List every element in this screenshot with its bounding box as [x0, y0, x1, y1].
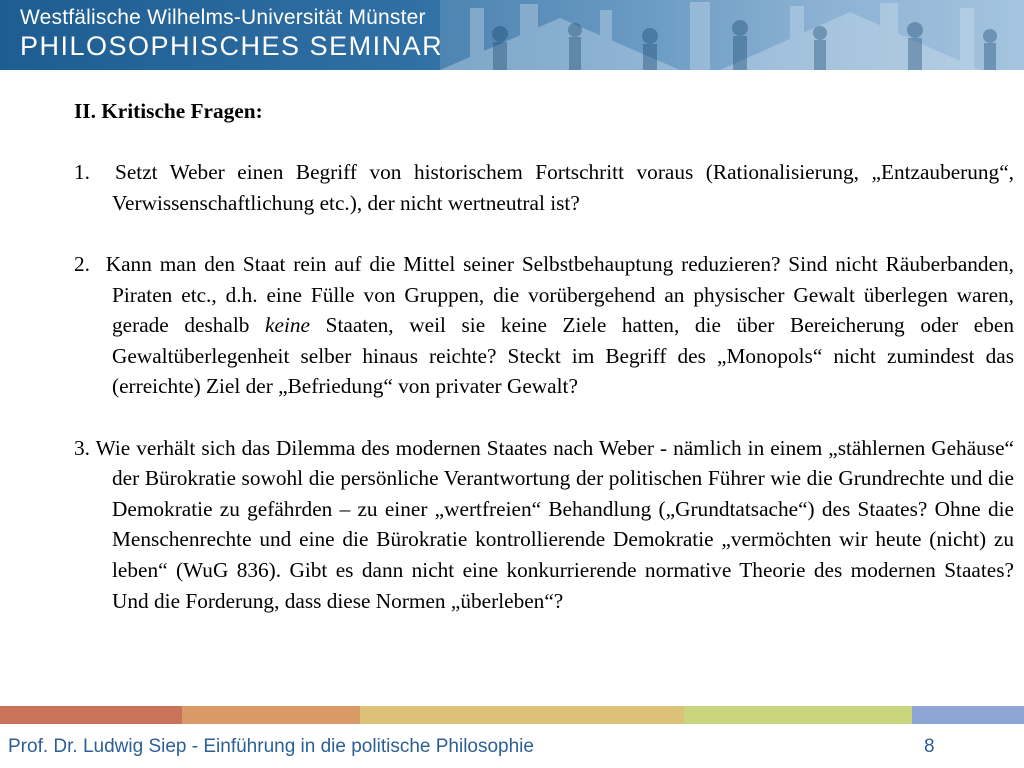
- question-text: Kann man den Staat rein auf die Mittel seiner Selbstbehauptung reduzieren? Sind nicht Räuberbanden, Piraten etc., d.h. eine Fülle von Gruppen, die vorübergehend an physischer Gewalt überlegen waren, gerade deshalb: [105, 251, 1014, 338]
- slide-heading: II. Kritische Fragen:: [74, 99, 263, 123]
- question-text: Wie verhält sich das Dilemma des modernen Staates nach Weber - nämlich in einem „stählernen Gehäuse“ der Bürokratie sowohl die persönliche Verantwortung der politischen Führer wie die Grundrechte und die Demokratie zu gefährden – zu einer „wertfreien“ Behandlung („Grundtatsache“) des Staates? Ohne die Menschenrechte und eine die Bürokratie kontrollierende Demokratie „vermöchten wir heute (nicht) zu leben“ (WuG 836). Gibt es dann nicht eine konkurrierende normative Theorie des modernen Staates? Und die Forderung, dass diese Normen „überleben“?: [95, 435, 1014, 613]
- header-banner: [0, 0, 1024, 70]
- footer-color-bar: [0, 706, 1024, 724]
- color-segment: [182, 706, 360, 724]
- emphasis-text: keine: [265, 313, 310, 338]
- seminar-name: PHILOSOPHISCHES SEMINAR: [20, 31, 444, 61]
- color-segment: [912, 706, 1024, 724]
- question-number: 2.: [74, 251, 90, 276]
- question-2: [74, 249, 1014, 402]
- question-number: 3.: [74, 435, 90, 460]
- color-segment: [684, 706, 912, 724]
- page-number: 8: [924, 736, 935, 757]
- footer-text: Prof. Dr. Ludwig Siep - Einführung in die politische Philosophie: [8, 736, 534, 757]
- slide-content: [74, 96, 1014, 616]
- question-1: [74, 157, 1014, 218]
- color-segment: [360, 706, 684, 724]
- question-3: [74, 433, 1014, 617]
- question-text-continued: Staaten, weil sie keine Ziele hatten, die über Bereicherung oder eben Gewaltüberlegenheit selber hinaus reichte? Steckt im Begriff des „Monopols“ nicht zumindest das (erreichte) Ziel der „Befriedung“ von privater Gewalt?: [112, 313, 1014, 399]
- color-segment: [0, 706, 182, 724]
- question-text: Setzt Weber einen Begriff von historischem Fortschritt voraus (Rationalisierung, „Entzauberung“, Verwissenschaftlichung etc.), der nicht wertneutral ist?: [112, 160, 1014, 215]
- university-name: Westfälische Wilhelms-Universität Münster: [20, 6, 426, 29]
- question-number: 1.: [74, 160, 90, 185]
